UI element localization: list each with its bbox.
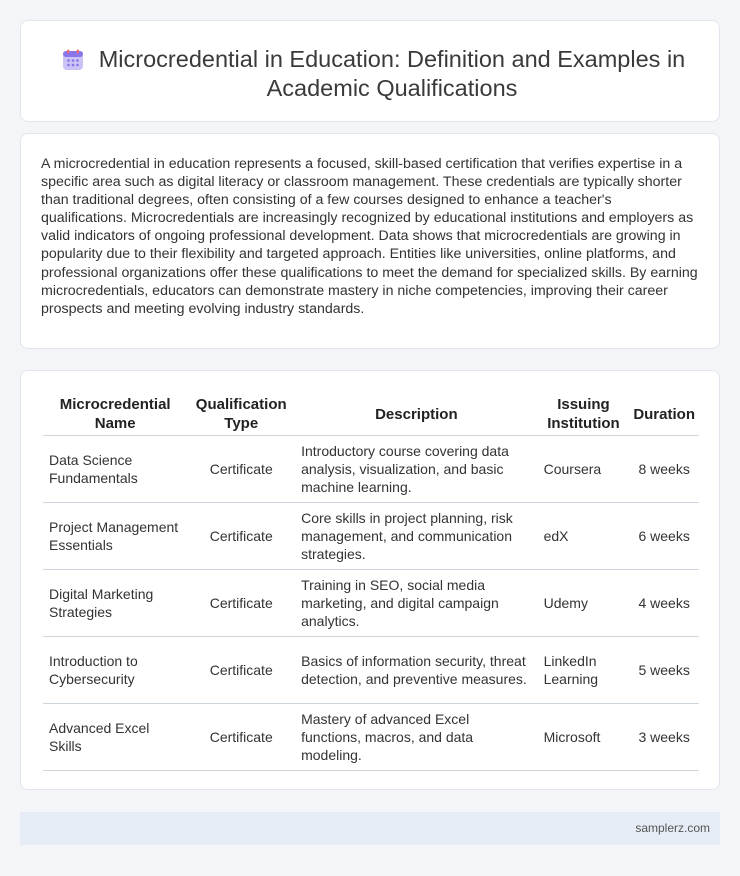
microcredential-table: [43, 393, 699, 771]
column-header-description: Description: [295, 393, 537, 436]
cell-duration: 8 weeks: [629, 436, 699, 503]
cell-description: Mastery of advanced Excel functions, macros, and data modeling.: [295, 704, 537, 771]
cell-description: Training in SEO, social media marketing, and digital campaign analytics.: [295, 570, 537, 637]
calendar-icon: [61, 48, 85, 72]
cell-institution: edX: [538, 503, 630, 570]
cell-description: Introductory course covering data analysis, visualization, and basic machine learning.: [295, 436, 537, 503]
cell-institution: Udemy: [538, 570, 630, 637]
cell-type: Certificate: [187, 503, 295, 570]
cell-duration: 5 weeks: [629, 637, 699, 704]
header-card: [20, 20, 720, 122]
title-wrap: [61, 45, 699, 103]
table-row: [43, 503, 699, 570]
table-card: [20, 370, 720, 790]
footer-site-link[interactable]: samplerz.com: [635, 821, 710, 835]
cell-duration: 4 weeks: [629, 570, 699, 637]
cell-name: Advanced Excel Skills: [43, 704, 187, 771]
table-row: [43, 570, 699, 637]
cell-description: Basics of information security, threat detection, and preventive measures.: [295, 637, 537, 704]
table-header-row: [43, 393, 699, 436]
cell-name: Data Science Fundamentals: [43, 436, 187, 503]
table-row: [43, 704, 699, 771]
footer-bar: [20, 812, 720, 845]
cell-institution: Coursera: [538, 436, 630, 503]
cell-institution: LinkedIn Learning: [538, 637, 630, 704]
intro-card: [20, 133, 720, 349]
column-header-name: Microcredential Name: [43, 393, 187, 436]
cell-type: Certificate: [187, 637, 295, 704]
cell-type: Certificate: [187, 570, 295, 637]
cell-duration: 6 weeks: [629, 503, 699, 570]
cell-name: Project Management Essentials: [43, 503, 187, 570]
cell-type: Certificate: [187, 704, 295, 771]
cell-name: Digital Marketing Strategies: [43, 570, 187, 637]
cell-institution: Microsoft: [538, 704, 630, 771]
table-row: [43, 637, 699, 704]
cell-type: Certificate: [187, 436, 295, 503]
column-header-duration: Duration: [629, 393, 699, 436]
cell-duration: 3 weeks: [629, 704, 699, 771]
cell-description: Core skills in project planning, risk management, and communication strategies.: [295, 503, 537, 570]
table-row: [43, 436, 699, 503]
cell-name: Introduction to Cybersecurity: [43, 637, 187, 704]
column-header-type: Qualification Type: [187, 393, 295, 436]
page-title: Microcredential in Education: Definition and Examples in Academic Qualifications: [98, 46, 686, 101]
column-header-institution: Issuing Institution: [538, 393, 630, 436]
intro-paragraph: A microcredential in education represents a focused, skill-based certification that verifies expertise in a specific area such as digital literacy or classroom management. These credentials are typically shorter than traditional degrees, often consisting of a few courses designed to enhance a teacher's qualifications. Microcredentials are increasingly recognized by educational institutions and employers as valid indicators of ongoing professional development. Data shows that microcredentials are growing in popularity due to their flexibility and targeted approach. Entities like universities, online platforms, and professional organizations offer these qualifications to meet the demand for specialized skills. By earning microcredentials, educators can demonstrate mastery in niche competencies, improving their career prospects and meeting evolving industry standards.: [41, 156, 698, 317]
